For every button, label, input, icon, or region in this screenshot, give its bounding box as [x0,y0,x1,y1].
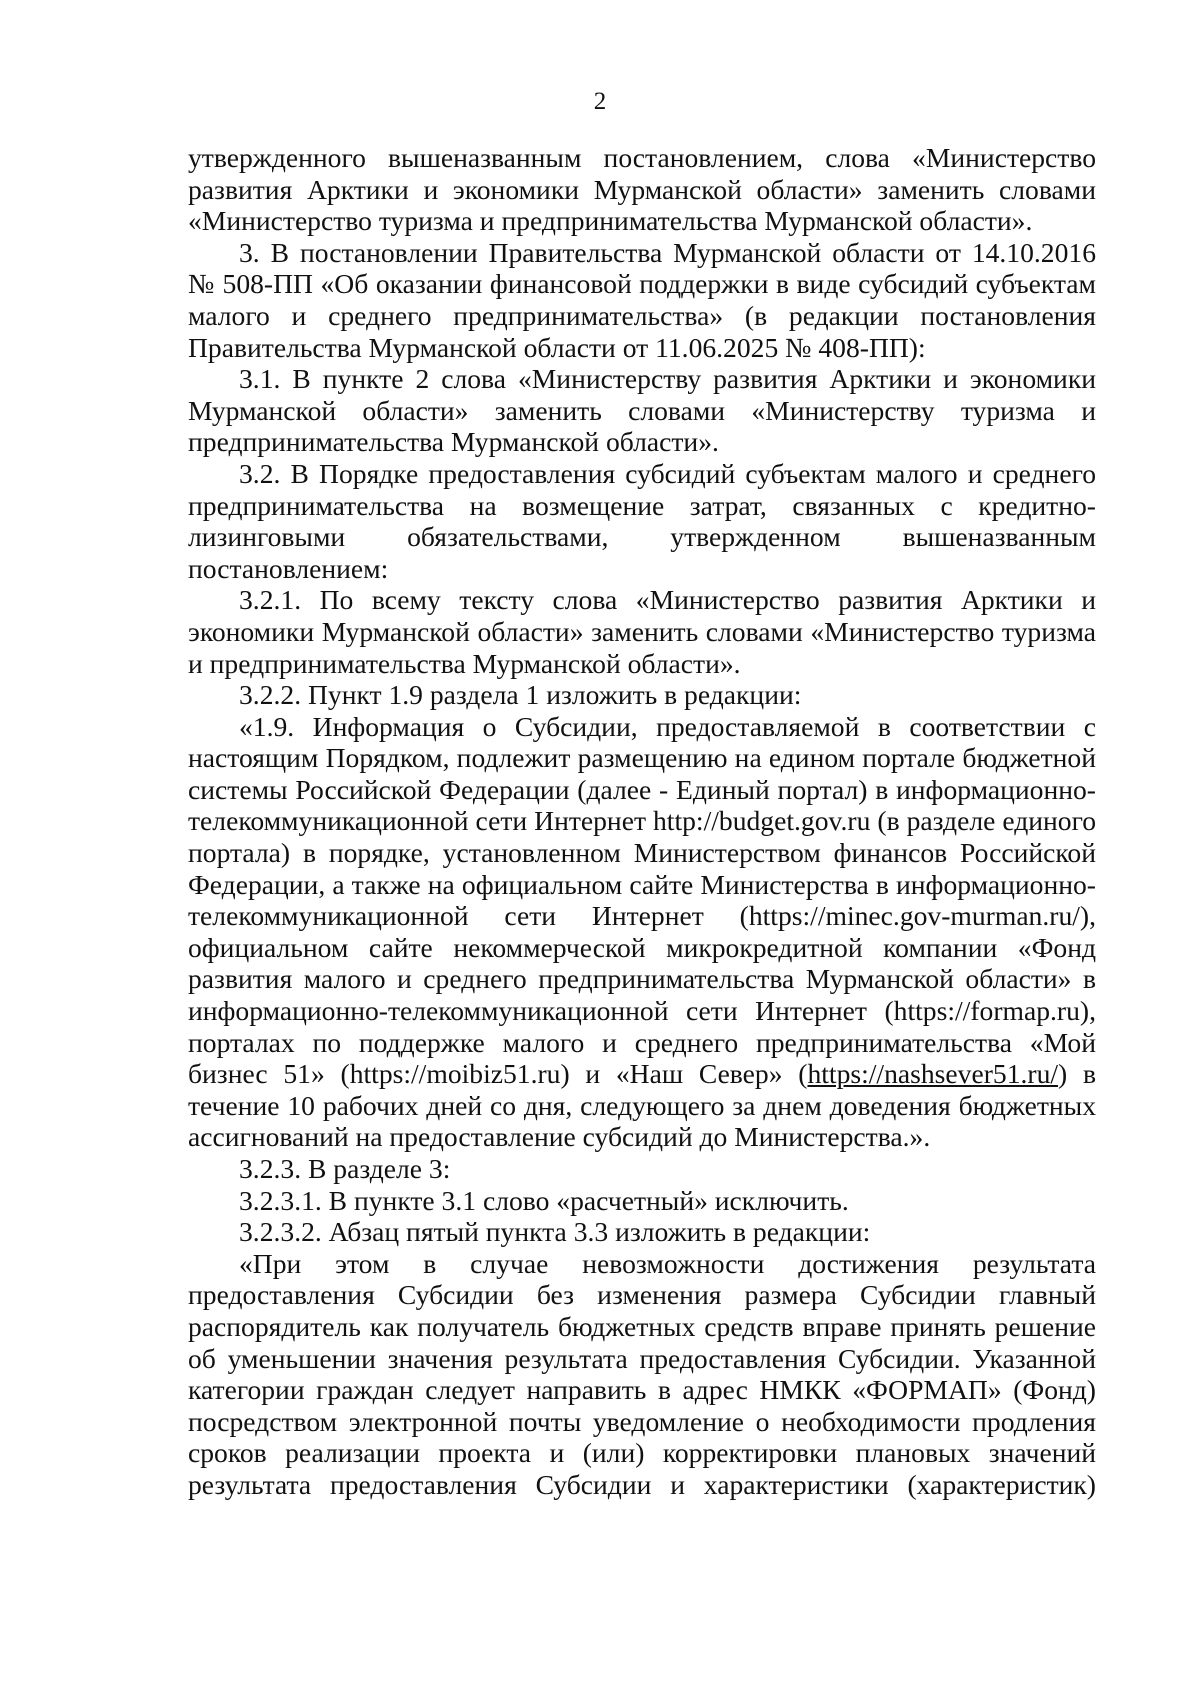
quote-text-before-link: «1.9. Информация о Субсидии, предоставляемой в соответствии с настоящим Порядком, подлежит размещению на едином портале бюджетной системы Российской Федерации (далее - Единый портал) в информационно-телекоммуникационной сети Интернет http://budget.gov.ru (в разделе единого портала) в порядке, установленном Министерством финансов Российской Федерации, а также на официальном сайте Министерства в информационно-телекоммуникационной сети Интернет (https://minec.gov-murman.ru/), официальном сайте некоммерческой микрокредитной компании «Фонд развития малого и среднего предпринимательства Мурманской области» в информационно-телекоммуникационной сети Интернет (https://formap.ru), порталах по поддержке малого и среднего предпринимательства «Мой бизнес 51» (https://moibiz51.ru) и «Наш Север» ( [188,710,1096,1090]
paragraph-item-3-2-3-2: 3.2.3.2. Абзац пятый пункта 3.3 изложить в редакции: [239,1216,871,1248]
paragraph-item-3: 3. В постановлении Правительства Мурманской области от 14.10.2016 № 508-ПП «Об оказании финансовой поддержки в виде субсидий субъектам малого и среднего предпринимательства» (в редакции постановления Правительства Мурманской области от 11.06.2025 № 408-ПП): [188,236,1096,363]
page-number: 2 [593,88,607,115]
paragraph-item-3-2-1: 3.2.1. По всему тексту слова «Министерство развития Арктики и экономики Мурманской области» заменить словами «Министерство туризма и предпринимательства Мурманской области». [188,584,1096,679]
nashsever-link[interactable]: https://nashsever51.ru/ [807,1058,1059,1090]
paragraph-continuation: утвержденного вышеназванным постановлением, слова «Министерство развития Арктики и экономики Мурманской области» заменить словами «Министерство туризма и предпринимательства Мурманской области». [188,142,1096,237]
document-body [188,142,1096,1501]
paragraph-item-3-2-2: 3.2.2. Пункт 1.9 раздела 1 изложить в редакции: [239,679,802,711]
paragraph-item-3-1: 3.1. В пункте 2 слова «Министерству развития Арктики и экономики Мурманской области» заменить словами «Министерству туризма и предпринимательства Мурманской области». [188,363,1096,458]
paragraph-quote-3-3: «При этом в случае невозможности достижения результата предоставления Субсидии без изменения размера Субсидии главный распорядитель как получатель бюджетных средств вправе принять решение об уменьшении значения результата предоставления Субсидии. Указанной категории граждан следует направить в адрес НМКК «ФОРМАП» (Фонд) посредством электронной почты уведомление о необходимости продления сроков реализации проекта и (или) корректировки плановых значений результата предоставления Субсидии и характеристики (характеристик) [188,1247,1096,1500]
paragraph-item-3-2: 3.2. В Порядке предоставления субсидий субъектам малого и среднего предпринимательства на возмещение затрат, связанных с кредитно-лизинговыми обязательствами, утвержденном вышеназванным постановлением: [188,457,1096,584]
paragraph-quote-1-9 [188,711,1096,1153]
paragraph-item-3-2-3-1: 3.2.3.1. В пункте 3.1 слово «расчетный» исключить. [239,1184,849,1216]
quote-text-after-link: ) в течение 10 рабочих дней со дня, следующего за днем доведения бюджетных ассигнований на предоставление субсидий до Министерства.». [188,1058,1096,1153]
paragraph-item-3-2-3: 3.2.3. В разделе 3: [239,1153,451,1184]
